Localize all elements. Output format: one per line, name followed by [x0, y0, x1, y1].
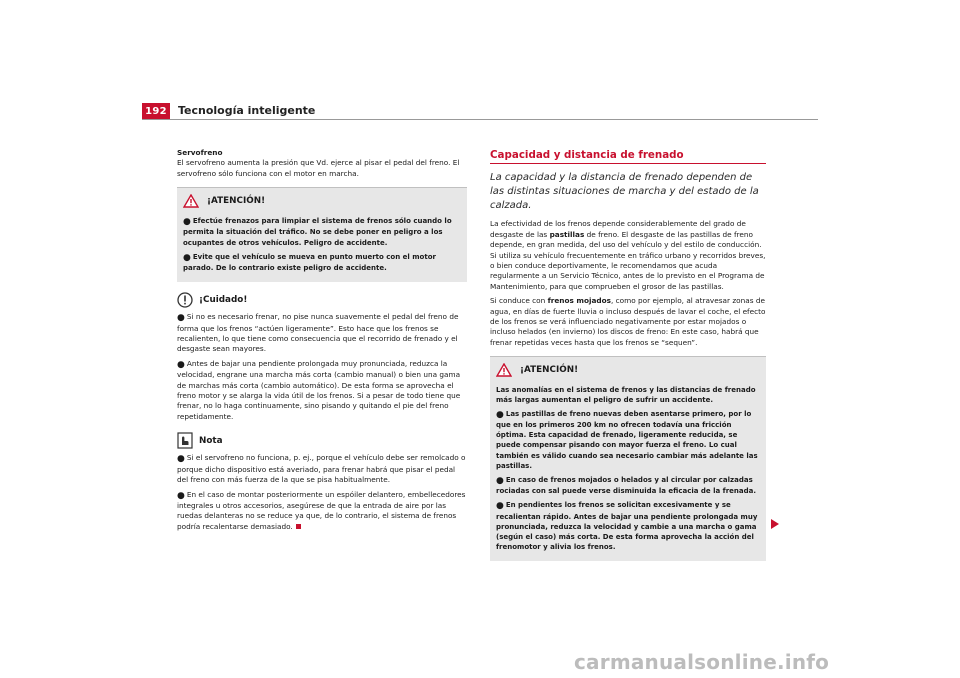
- warning-title: ¡ATENCIÓN!: [207, 196, 266, 207]
- list-item: ● En pendientes los frenos se solicitan excesivamente y se recalientan rápido. Antes de bajar una pendiente prolongada muy pronunciada, reduzca la velocidad y cambie a una marcha o gama (según el caso) más corta. De esta forma aprovecha la acción del frenomotor y alivia los frenos.: [496, 501, 758, 552]
- list-item: ● En caso de frenos mojados o helados y al circular por calzadas rociadas con sal puede verse disminuida la eficacia de la frenada.: [496, 475, 757, 496]
- list-item: ● Efectúe frenazos para limpiar el sistema de frenos sólo cuando lo permita la situación del tráfico. No se debe poner en peligro a los ocupantes de otros vehículos. Peligro de accidente.: [183, 217, 452, 247]
- section-end-marker: [296, 524, 301, 529]
- section-title: Capacidad y distancia de frenado: [490, 150, 766, 164]
- note-icon: [177, 432, 193, 449]
- warning-title: ¡ATENCIÓN!: [520, 365, 579, 376]
- list-item: ● Las pastillas de freno nuevas deben asentarse primero, por lo que en los primeros 200 km no ofrecen todavía una fricción óptima. Esta capacidad de frenado, ligeramente reducida, se puede compensar pisando con mayor fuerza el freno. Lo cual también es válido cuando sea necesario cambiar más adelante las pastillas.: [496, 409, 758, 470]
- caution-icon: [177, 292, 193, 308]
- servo-paragraph: El servofreno aumenta la presión que Vd. ejerce al pisar el pedal del freno. El servofreno sólo funciona con el motor en marcha.: [177, 158, 460, 178]
- wet-brakes-paragraph: Si conduce con frenos mojados, como por ejemplo, al atravesar zonas de agua, en días de fuerte lluvia o incluso después de lavar el coche, el efecto de los frenos se verá influenciado negativamente por estar mojados o incluso helados (en invierno) los discos de freno: En este caso, habrá que frenar repetidas veces hasta que los frenos se “sequen”.: [490, 296, 766, 347]
- list-item: ● En el caso de montar posteriormente un espóiler delantero, embellecedores integrales u otros accesorios, asegúrese de que la entrada de aire por las ruedas delanteras no se reduce ya que, de lo contrario, el sistema de frenos podría recalentarse demasiado.: [177, 489, 466, 531]
- warning-box-left: [177, 187, 467, 282]
- servo-heading: Servofreno: [177, 148, 223, 157]
- right-column: [490, 150, 766, 567]
- list-item: ● Antes de bajar una pendiente prolongada muy pronunciada, reduzca la velocidad, engrane una marcha más corta (cambio manual) o bien una gama de marchas más corta (cambio automático). De esta forma se aprovecha el freno motor y se alarga la vida útil de los frenos. Si a pesar de todo tiene que frenar, no lo haga continuamente, sino pisando y quitando el pie del freno repetidamente.: [177, 358, 461, 421]
- note-title: Nota: [199, 435, 223, 446]
- warning-lead: Las anomalías en el sistema de frenos y las distancias de frenado más largas aumentan el peligro de sufrir un accidente.: [496, 386, 756, 405]
- continue-arrow-icon: [771, 519, 779, 529]
- list-item: ● Si el servofreno no funciona, p. ej., porque el vehículo debe ser remolcado o porque dicho dispositivo está averiado, para frenar habrá que pisar el pedal del freno con más fuerza de la que se pisa habitualmente.: [177, 453, 466, 485]
- section-intro: La capacidad y la distancia de frenado dependen de las distintas situaciones de marcha y del estado de la calzada.: [490, 172, 759, 212]
- header-divider: [142, 119, 818, 120]
- warning-triangle-icon: [496, 363, 512, 377]
- list-item: ● Evite que el vehículo se mueva en punto muerto con el motor parado. De lo contrario existe peligro de accidente.: [183, 252, 436, 273]
- footer-watermark: carmanualsonline.info: [574, 650, 830, 674]
- list-item: ● Si no es necesario frenar, no pise nunca suavemente el pedal del freno de forma que los frenos “actúen ligeramente”. Esto hace que los frenos se recalienten, lo que tiene como consecuencia que el recorrido de frenado y el desgaste sean mayores.: [177, 312, 459, 354]
- warning-triangle-icon: [183, 194, 199, 208]
- caution-title: ¡Cuidado!: [199, 295, 248, 306]
- page-header-title: Tecnología inteligente: [178, 104, 316, 117]
- warning-box-right: [490, 356, 766, 561]
- pads-paragraph: La efectividad de los frenos depende considerablemente del grado de desgaste de las pastillas de freno. El desgaste de las pastillas de freno depende, en gran medida, del uso del vehículo y del estilo de conducción. Si utiliza su vehículo frecuentemente en tráfico urbano y recorridos breves, o bien conduce deportivamente, le recomendamos que acuda regularmente a un Servicio Técnico, antes de lo previsto en el Programa de Mantenimiento, para que comprueben el grosor de las pastillas.: [490, 219, 766, 291]
- page-number: 192: [142, 103, 170, 120]
- left-column: [177, 148, 467, 536]
